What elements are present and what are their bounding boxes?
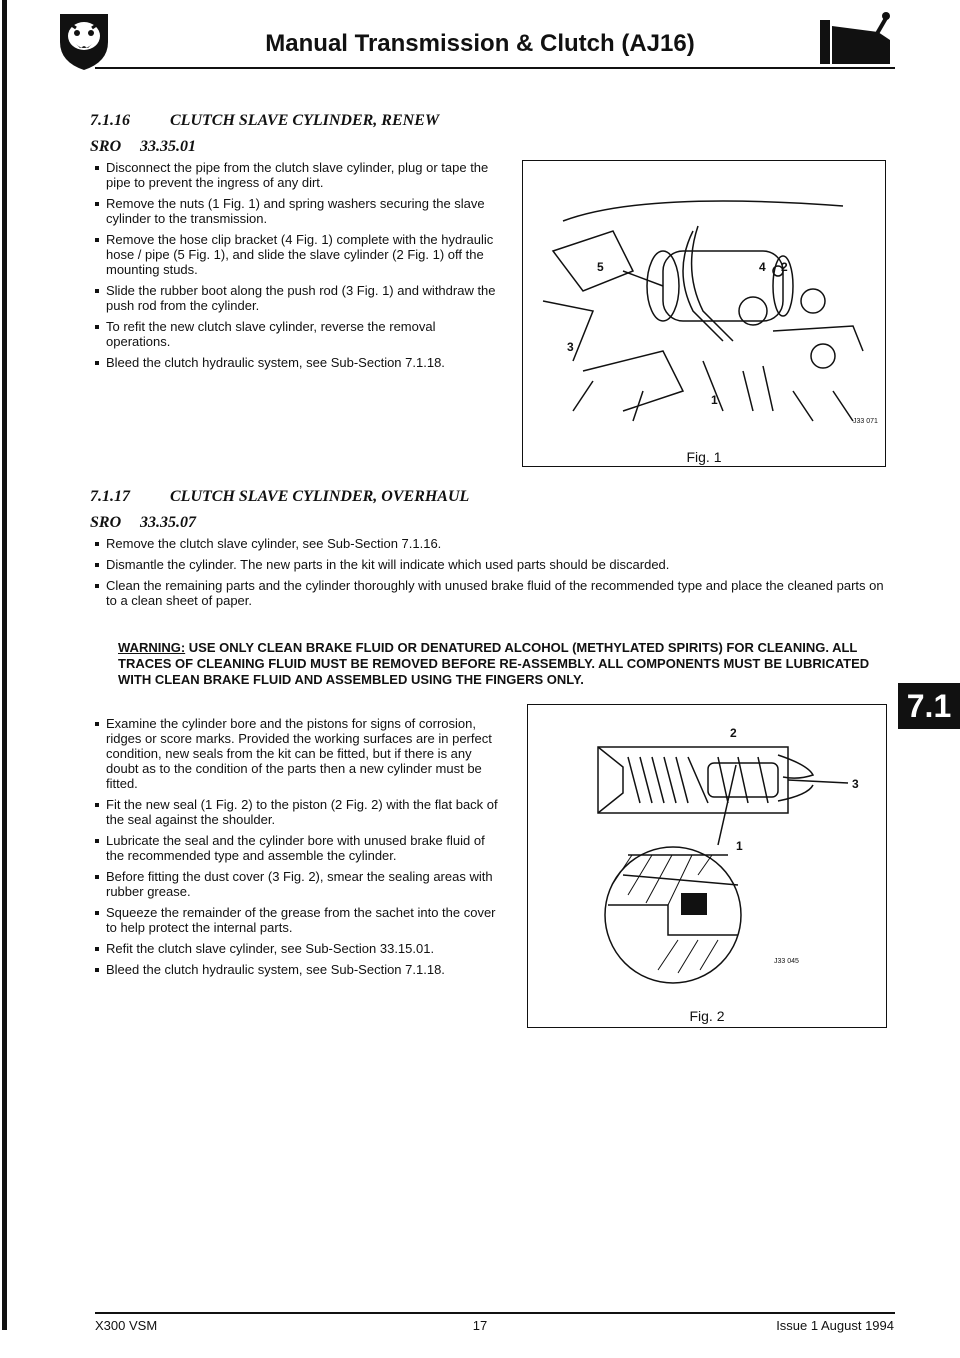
list-item: Fit the new seal (1 Fig. 2) to the piston (2 Fig. 2) with the flat back of the seal against the shoulder.	[92, 797, 500, 827]
figure-caption: Fig. 1	[686, 449, 722, 465]
list-item: Squeeze the remainder of the grease from the sachet into the cover to help protect the internal parts.	[92, 905, 500, 935]
footer-rule	[95, 1312, 895, 1314]
section-number: 7.1.17	[90, 488, 130, 505]
callout-1: 1	[736, 839, 743, 853]
sro-code: 33.35.01	[140, 138, 196, 155]
section-title: CLUTCH SLAVE CYLINDER, OVERHAUL	[170, 488, 470, 505]
step-list	[92, 160, 500, 376]
callout-5: 5	[597, 260, 604, 274]
list-item: To refit the new clutch slave cylinder, reverse the removal operations.	[92, 319, 500, 349]
list-item: Refit the clutch slave cylinder, see Sub-Section 33.15.01.	[92, 941, 500, 956]
callout-2: 2	[781, 260, 788, 274]
cylinder-section-illustration	[528, 705, 886, 1005]
step-list	[92, 536, 892, 614]
list-item: Remove the nuts (1 Fig. 1) and spring washers securing the slave cylinder to the transmission.	[92, 196, 500, 226]
section-title: CLUTCH SLAVE CYLINDER, RENEW	[170, 112, 440, 129]
section-heading	[90, 488, 469, 506]
list-item: Lubricate the seal and the cylinder bore with unused brake fluid of the recommended type and assemble the cylinder.	[92, 833, 500, 863]
sro-line	[90, 514, 196, 532]
callout-3: 3	[852, 777, 859, 791]
figure-2	[527, 704, 887, 1028]
footer-right: Issue 1 August 1994	[776, 1318, 894, 1333]
figure-1	[522, 160, 886, 467]
list-item: Dismantle the cylinder. The new parts in the kit will indicate which used parts should be discarded.	[92, 557, 892, 572]
list-item: Bleed the clutch hydraulic system, see Sub-Section 7.1.18.	[92, 962, 500, 977]
section-heading	[90, 112, 439, 130]
callout-1: 1	[711, 393, 718, 407]
section-number: 7.1.16	[90, 112, 130, 129]
list-item: Remove the clutch slave cylinder, see Sub-Section 7.1.16.	[92, 536, 892, 551]
figure-code: J33 045	[774, 958, 799, 965]
sro-line	[90, 138, 196, 156]
step-list	[92, 716, 500, 983]
list-item: Examine the cylinder bore and the pistons for signs of corrosion, ridges or score marks. Provided the working surfaces are in perfect condition, new seals from the kit can be fitted, but if there is any doubt as to the condition of the parts then a new cylinder must be fitted.	[92, 716, 500, 791]
callout-2: 2	[730, 726, 737, 740]
callout-3: 3	[567, 340, 574, 354]
list-item: Before fitting the dust cover (3 Fig. 2), smear the sealing areas with rubber grease.	[92, 869, 500, 899]
slave-cylinder-illustration	[523, 161, 885, 446]
warning-text: USE ONLY CLEAN BRAKE FLUID OR DENATURED ALCOHOL (METHYLATED SPIRITS) FOR CLEANING. ALL TRACES OF CLEANING FLUID MUST BE REMOVED BEFORE RE-ASSEMBLY. ALL COMPONENTS MUST BE LUBRICATED WITH CLEAN BRAKE FLUID AND ASSEMBLED USING THE FINGERS ONLY.	[118, 640, 870, 687]
warning-block	[118, 640, 888, 688]
list-item: Disconnect the pipe from the clutch slave cylinder, plug or tape the pipe to prevent the ingress of any dirt.	[92, 160, 500, 190]
sro-label: SRO	[90, 138, 122, 155]
figure-code: J33 071	[853, 418, 878, 425]
callout-4: 4	[759, 260, 766, 274]
footer-left: X300 VSM	[95, 1318, 158, 1333]
transmission-icon	[818, 10, 894, 66]
sro-code: 33.35.07	[140, 514, 196, 531]
page-edge-bar	[2, 0, 7, 1330]
section-tab: 7.1	[898, 683, 960, 729]
list-item: Bleed the clutch hydraulic system, see Sub-Section 7.1.18.	[92, 355, 500, 370]
header-rule	[95, 67, 895, 69]
list-item: Remove the hose clip bracket (4 Fig. 1) complete with the hydraulic hose / pipe (5 Fig. 1), and slide the slave cylinder (2 Fig. 1) off the mounting studs.	[92, 232, 500, 277]
figure-caption: Fig. 2	[689, 1008, 725, 1024]
list-item: Slide the rubber boot along the push rod (3 Fig. 1) and withdraw the push rod from the cylinder.	[92, 283, 500, 313]
page-number: 17	[472, 1318, 488, 1333]
page-title: Manual Transmission & Clutch (AJ16)	[265, 30, 695, 57]
list-item: Clean the remaining parts and the cylinder thoroughly with unused brake fluid of the recommended type and place the cleaned parts on to a clean sheet of paper.	[92, 578, 892, 608]
sro-label: SRO	[90, 514, 122, 531]
warning-label: WARNING:	[118, 640, 186, 655]
